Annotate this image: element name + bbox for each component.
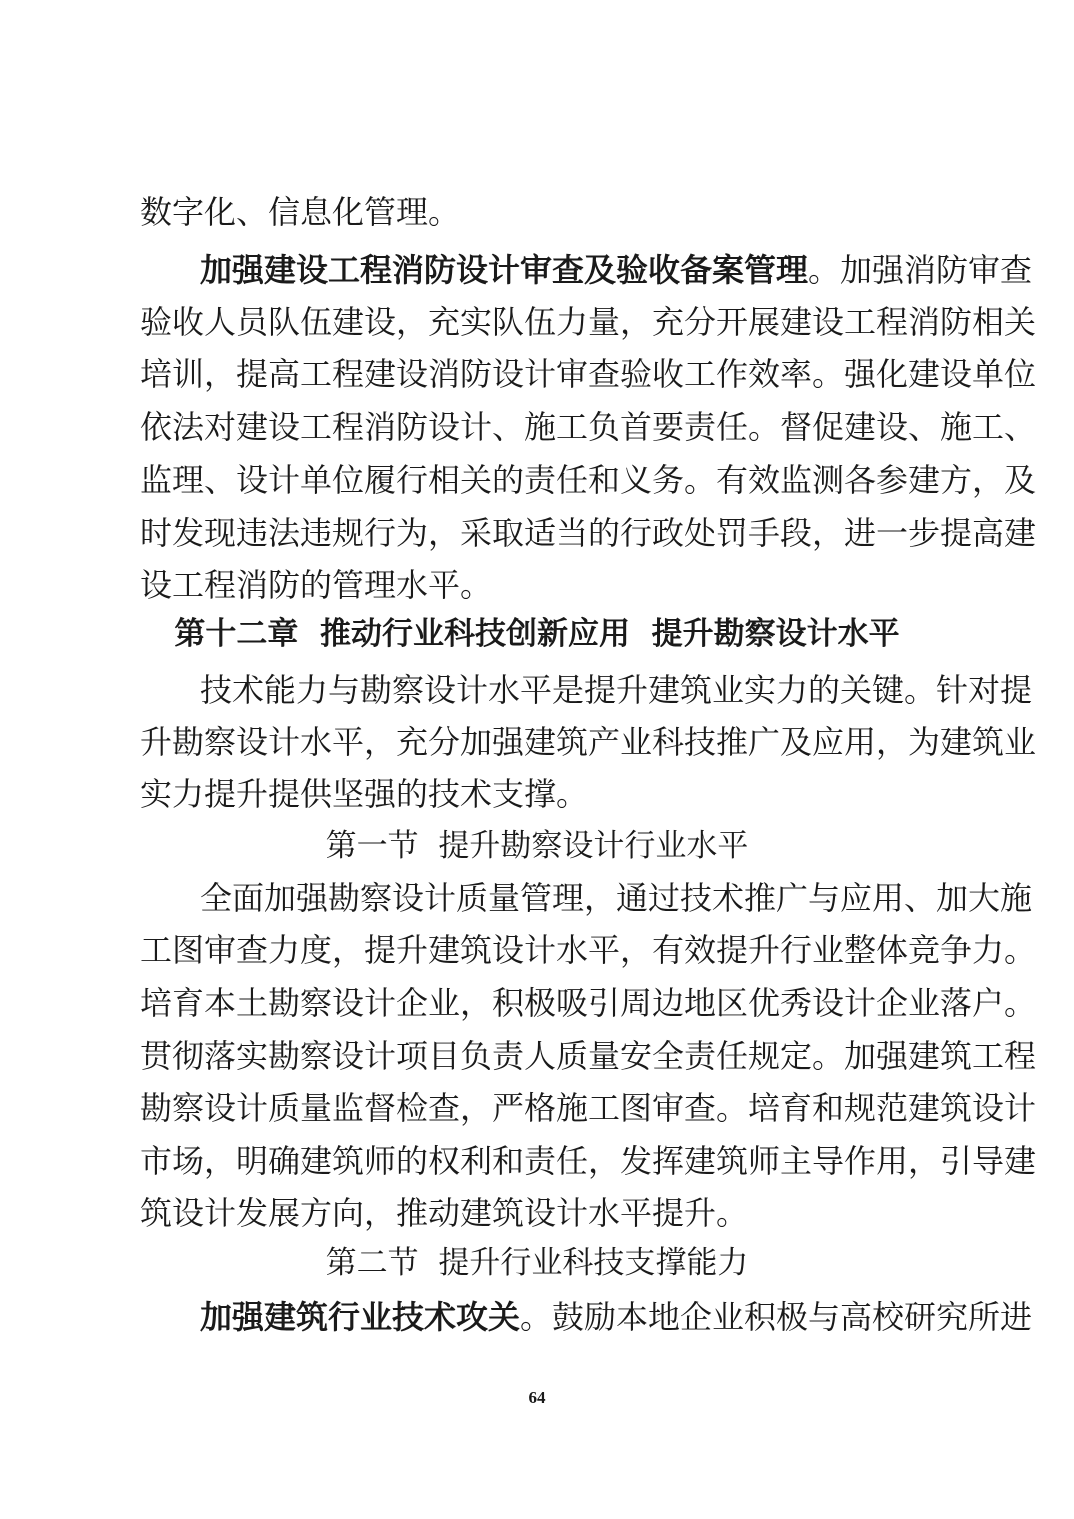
paragraph-line: 设工程消防的管理水平。 (140, 566, 493, 604)
paragraph-first-line: 全面加强勘察设计质量管理，通过技术推广与应用、加大施 (200, 879, 1033, 917)
paragraph-first-line (200, 250, 1033, 290)
paragraph-line: 升勘察设计水平，充分加强建筑产业科技推广及应用，为建筑业 (140, 723, 1037, 761)
lead-continuation: 。鼓励本地企业积极与高校研究所进 (520, 1298, 1033, 1336)
paragraph-line: 验收人员队伍建设，充实队伍力量，充分开展建设工程消防相关 (140, 303, 1037, 341)
lead-continuation: 。加强消防审查 (808, 251, 1033, 289)
paragraph-line: 监理、设计单位履行相关的责任和义务。有效监测各参建方，及 (140, 461, 1037, 499)
paragraph-line: 时发现违法违规行为，采取适当的行政处罚手段，进一步提高建 (140, 514, 1037, 552)
paragraph-line: 依法对建设工程消防设计、施工负首要责任。督促建设、施工、 (140, 408, 1037, 446)
section-heading: 第二节 提升行业科技支撑能力 (325, 1245, 749, 1281)
chapter-heading: 第十二章 推动行业科技创新应用 提升勘察设计水平 (174, 616, 900, 652)
paragraph-line: 工图审查力度，提升建筑设计水平，有效提升行业整体竞争力。 (140, 931, 1037, 969)
paragraph-line: 数字化、信息化管理。 (140, 193, 461, 231)
paragraph-line: 勘察设计质量监督检查，严格施工图审查。培育和规范建筑设计 (140, 1089, 1037, 1127)
paragraph-line: 培育本土勘察设计企业，积极吸引周边地区优秀设计企业落户。 (140, 984, 1037, 1022)
page-number: 64 (528, 1388, 546, 1407)
paragraph-line: 筑设计发展方向，推动建筑设计水平提升。 (140, 1194, 749, 1232)
paragraph-line: 市场，明确建筑师的权利和责任，发挥建筑师主导作用，引导建 (140, 1142, 1037, 1180)
paragraph-line: 实力提升提供坚强的技术支撑。 (140, 775, 589, 813)
bold-lead-heading: 加强建筑行业技术攻关 (200, 1298, 521, 1336)
paragraph-first-line: 技术能力与勘察设计水平是提升建筑业实力的关键。针对提 (200, 671, 1033, 709)
paragraph-first-line (200, 1297, 1033, 1337)
section-heading: 第一节 提升勘察设计行业水平 (325, 828, 749, 864)
paragraph-line: 培训，提高工程建设消防设计审查验收工作效率。强化建设单位 (140, 355, 1037, 393)
paragraph-line: 贯彻落实勘察设计项目负责人质量安全责任规定。加强建筑工程 (140, 1037, 1037, 1075)
bold-lead-heading: 加强建设工程消防设计审查及验收备案管理 (200, 251, 809, 289)
